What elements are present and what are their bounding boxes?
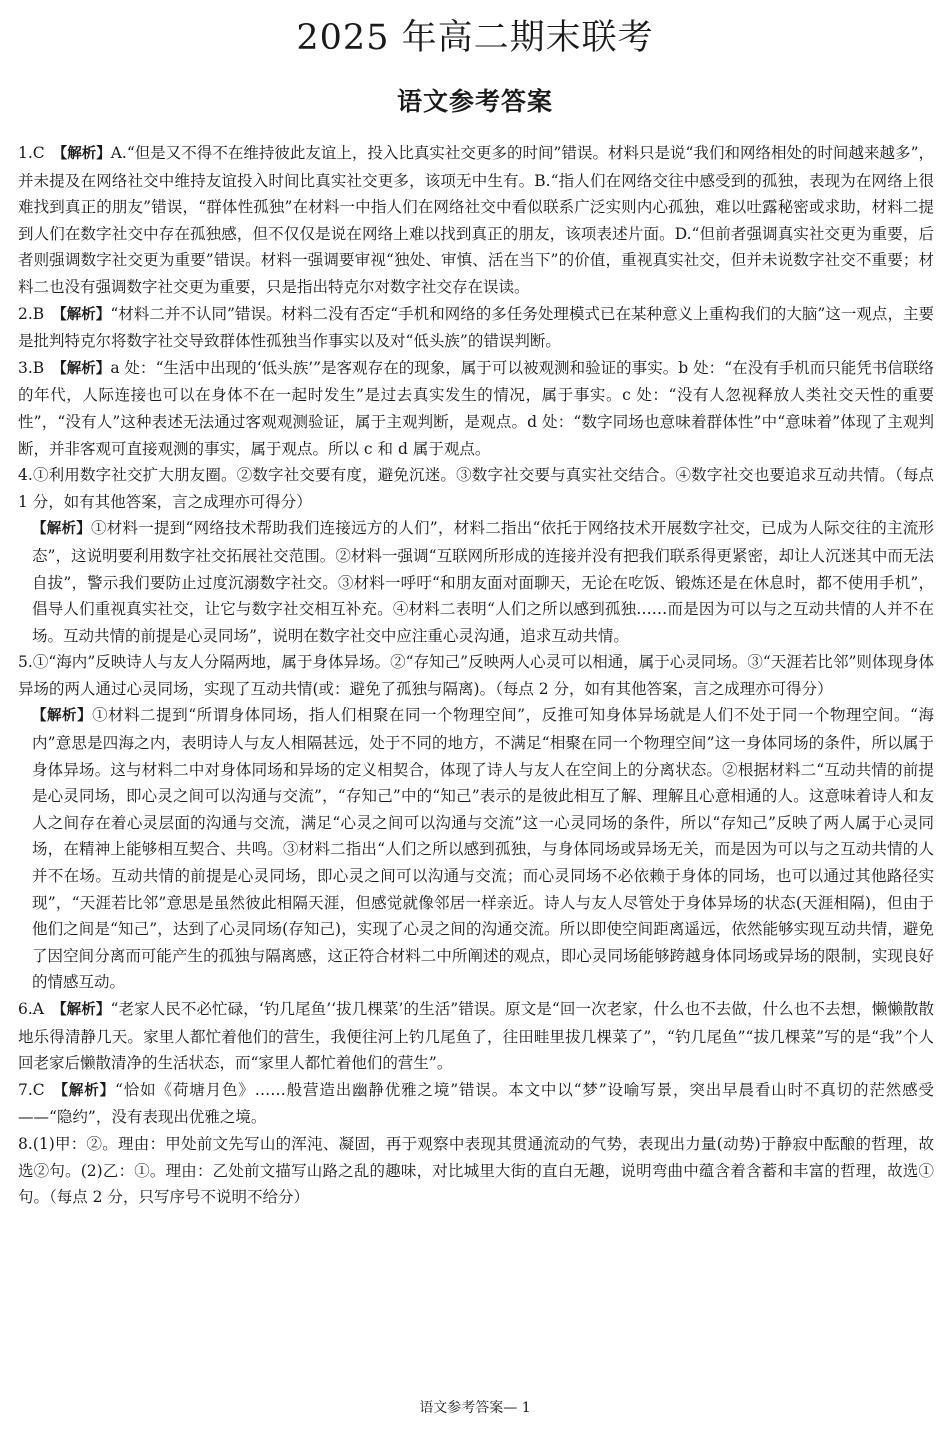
page-footer: 语文参考答案— 1 — [419, 1400, 531, 1416]
item-answer-text: ①“海内”反映诗人与友人分隔两地，属于身体异场。②“存知己”反映两人心灵可以相通，属于心灵同场。③“天涯若比邻”则体现身体异场的两人通过心灵同场，实现了互动共情(或：避免了孤独与隔离)。（每点 2 分，如有其他答案，言之成理亦可得分） — [18, 653, 934, 698]
item-number: 6. — [18, 1000, 33, 1018]
answer-item-7 — [18, 1077, 934, 1131]
analysis-tag: 【解析】 — [32, 708, 93, 725]
item-answer: B — [32, 358, 45, 377]
analysis-tag: 【解析】 — [52, 146, 111, 162]
item-number: 1. — [18, 144, 33, 162]
answer-item-3 — [18, 355, 934, 462]
item-answer: C — [32, 1080, 45, 1099]
analysis-text: ①材料二提到“所谓身体同场，指人们相聚在同一个物理空间”，反推可知身体异场就是人们不处于同一个物理空间。“海内”意思是四海之内，表明诗人与友人相隔甚远，处于不同的地方，不满足“相聚在同一个物理空间”这一身体同场的条件，所以属于身体异场。这与材料二中对身体同场和异场的定义相契合，体现了诗人与友人在空间上的分离状态。②根据材料二“互动共情的前提是心灵同场，即心灵之间可以沟通与交流”，“存知己”中的“知己”表示的是彼此相互了解、理解且心意相通的人。这意味着诗人和友人之间存在着心灵层面的沟通与交流，满足“心灵之间可以沟通与交流”这一心灵同场的条件，所以“存知己”反映了两人属于心灵同场，在精神上能够相互契合、共鸣。③材料二指出“人们之所以感到孤独，与身体同场或异场无关，而是因为可以与之互动共情的人并不在场。互动共情的前提是心灵同场，即心灵之间可以沟通与交流；而心灵同场不必依赖于身体的同场，也可以通过其他路径实现”，“天涯若比邻”意思是虽然彼此相隔天涯，但感觉就像邻居一样亲近。诗人与友人尽管处于身体异场的状态(天涯相隔)，但由于他们之间是“知己”，达到了心灵同场(存知己)，实现了心灵之间的沟通交流。所以即使空间距离遥远，依然能够实现互动共情，避免了因空间分离而可能产生的孤独与隔离感，这正符合材料二中所阐述的观点，即心灵同场能够跨越身体同场或异场的限制，实现良好的情感互动。 — [32, 706, 935, 992]
answer-item-1 — [18, 140, 934, 301]
page-subtitle: 语文参考答案 — [396, 87, 553, 116]
item-number: 3. — [18, 358, 33, 377]
item-answer-text: ①利用数字社交扩大朋友圈。②数字社交要有度，避免沉迷。③数字社交要与真实社交结合。④数字社交也要追求互动共情。（每点 1 分，如有其他答案，言之成理亦可得分） — [18, 466, 934, 511]
analysis-tag: 【解析】 — [52, 1082, 116, 1099]
item-text: a 处：“生活中出现的‘低头族’”是客观存在的现象，属于可以被观测和验证的事实。b 处：“在没有手机而只能凭书信联络的年代，人际连接也可以在身体不在一起时发生”是过去真实发生的情况，属于事实。c 处：“没有人忽视释放人类社交天性的重要性”，“没有人”这种表述无法通过客观观测验证，属于主观判断，是观点。d 处：“数字同场也意味着群体性”中“意味着”体现了主观判断，并非客观可直接观测的事实，属于观点。所以 c 和 d 属于观点。 — [18, 358, 934, 458]
item-number: 8. — [18, 1134, 33, 1153]
item-text: “老家人民不必忙碌，‘钓几尾鱼’‘拔几棵菜’的生活”错误。原文是“回一次老家，什么也不去做，什么也不去想，懒懒散散地乐得清静几天。家里人都忙着他们的营生，我便往河上钓几尾鱼了，往田畦里拔几棵菜了”，“钓几尾鱼”“拔几棵菜”写的是“我”个人回老家后懒散清净的生活状态，而“家里人都忙着他们的营生”。 — [18, 1000, 935, 1073]
item-number: 7. — [18, 1080, 33, 1099]
page-title: 2025 年高二期末联考 — [296, 18, 654, 58]
item-number: 2. — [18, 304, 33, 323]
analysis-tag: 【解析】 — [32, 521, 91, 538]
answer-item-5 — [18, 649, 934, 702]
item-text: “材料二并不认同”错误。材料二没有否定“手机和网络的多任务处理模式已在某种意义上重构我们的大脑”这一观点，主要是批判特克尔将数字社交导致群体性孤独当作事实以及对“低头族”的错误判断。 — [18, 304, 935, 351]
item-number: 5. — [18, 653, 33, 672]
item-answer: C — [32, 144, 45, 162]
answer-content — [18, 140, 934, 1211]
answer-item-8 — [18, 1131, 934, 1211]
item-number: 4. — [18, 466, 33, 485]
item-text: A.“但是又不得不在维持彼此友谊上，投入比真实社交更多的时间”错误。材料只是说“我们和网络相处的时间越来越多”，并未提及在网络社交中维持友谊投入时间比真实社交更多，该项无中生有。B.“指人们在网络交往中感受到的孤独，表现为在网络上很难找到真正的朋友”错误，“群体性孤独”在材料一中指人们在网络社交中看似联系广泛实则内心孤独，难以吐露秘密或求助，材料二提到人们在数字社交中存在孤独感，但不仅仅是说在网络上难以找到真正的朋友，该项表述片面。D.“但前者强调真实社交更为重要，后者则强调数字社交更为重要”错误。材料一强调要审视“独处、审慎、活在当下”的价值，重视真实社交，但并未说数字社交不重要；材料二也没有强调数字社交更为重要，只是指出特克尔对数字社交存在误读。 — [18, 144, 934, 296]
analysis-tag: 【解析】 — [52, 306, 111, 323]
item-answer: B — [32, 304, 45, 323]
item-answer: A — [32, 1000, 44, 1018]
item-4-analysis — [18, 515, 934, 649]
analysis-text: ①材料一提到“网络技术帮助我们连接远方的人们”，材料二指出“依托于网络技术开展数字社交，已成为人际交往的主流形态”，这说明要利用数字社交拓展社交范围。②材料一强调“互联网所形成的连接并没有把我们联系得更紧密，却让人沉迷其中而无法自拔”，警示我们要防止过度沉溺数字社交。③材料一呼吁“和朋友面对面聊天，无论在吃饭、锻炼还是在休息时，都不使用手机”，倡导人们重视真实社交，让它与数字社交相互补充。④材料二表明“人们之所以感到孤独……而是因为可以与之互动共情的人并不在场。互动共情的前提是心灵同场”，说明在数字社交中应注重心灵沟通，追求互动共情。 — [32, 519, 934, 645]
answer-item-4 — [18, 462, 934, 515]
item-answer-text: (1)甲：②。理由：甲处前文先写山的浑沌、凝固，再于观察中表现其贯通流动的气势，表现出力量(动势)于静寂中酝酿的哲理，故选②句。(2)乙：①。理由：乙处前文描写山路之乱的趣味，对比城里大街的直白无趣，说明弯曲中蕴含着含蓄和丰富的哲理，故选①句。（每点 2 分，只写序号不说明不给分） — [18, 1134, 934, 1207]
analysis-tag: 【解析】 — [52, 1002, 111, 1018]
item-5-analysis — [18, 702, 934, 996]
answer-item-6 — [18, 996, 934, 1077]
answer-item-2 — [18, 301, 934, 355]
analysis-tag: 【解析】 — [52, 360, 111, 377]
item-text: “恰如《荷塘月色》……般营造出幽静优雅之境”错误。本文中以“梦”设喻写景，突出早晨看山时不真切的茫然感受——“隐约”，没有表现出优雅之境。 — [18, 1080, 935, 1127]
